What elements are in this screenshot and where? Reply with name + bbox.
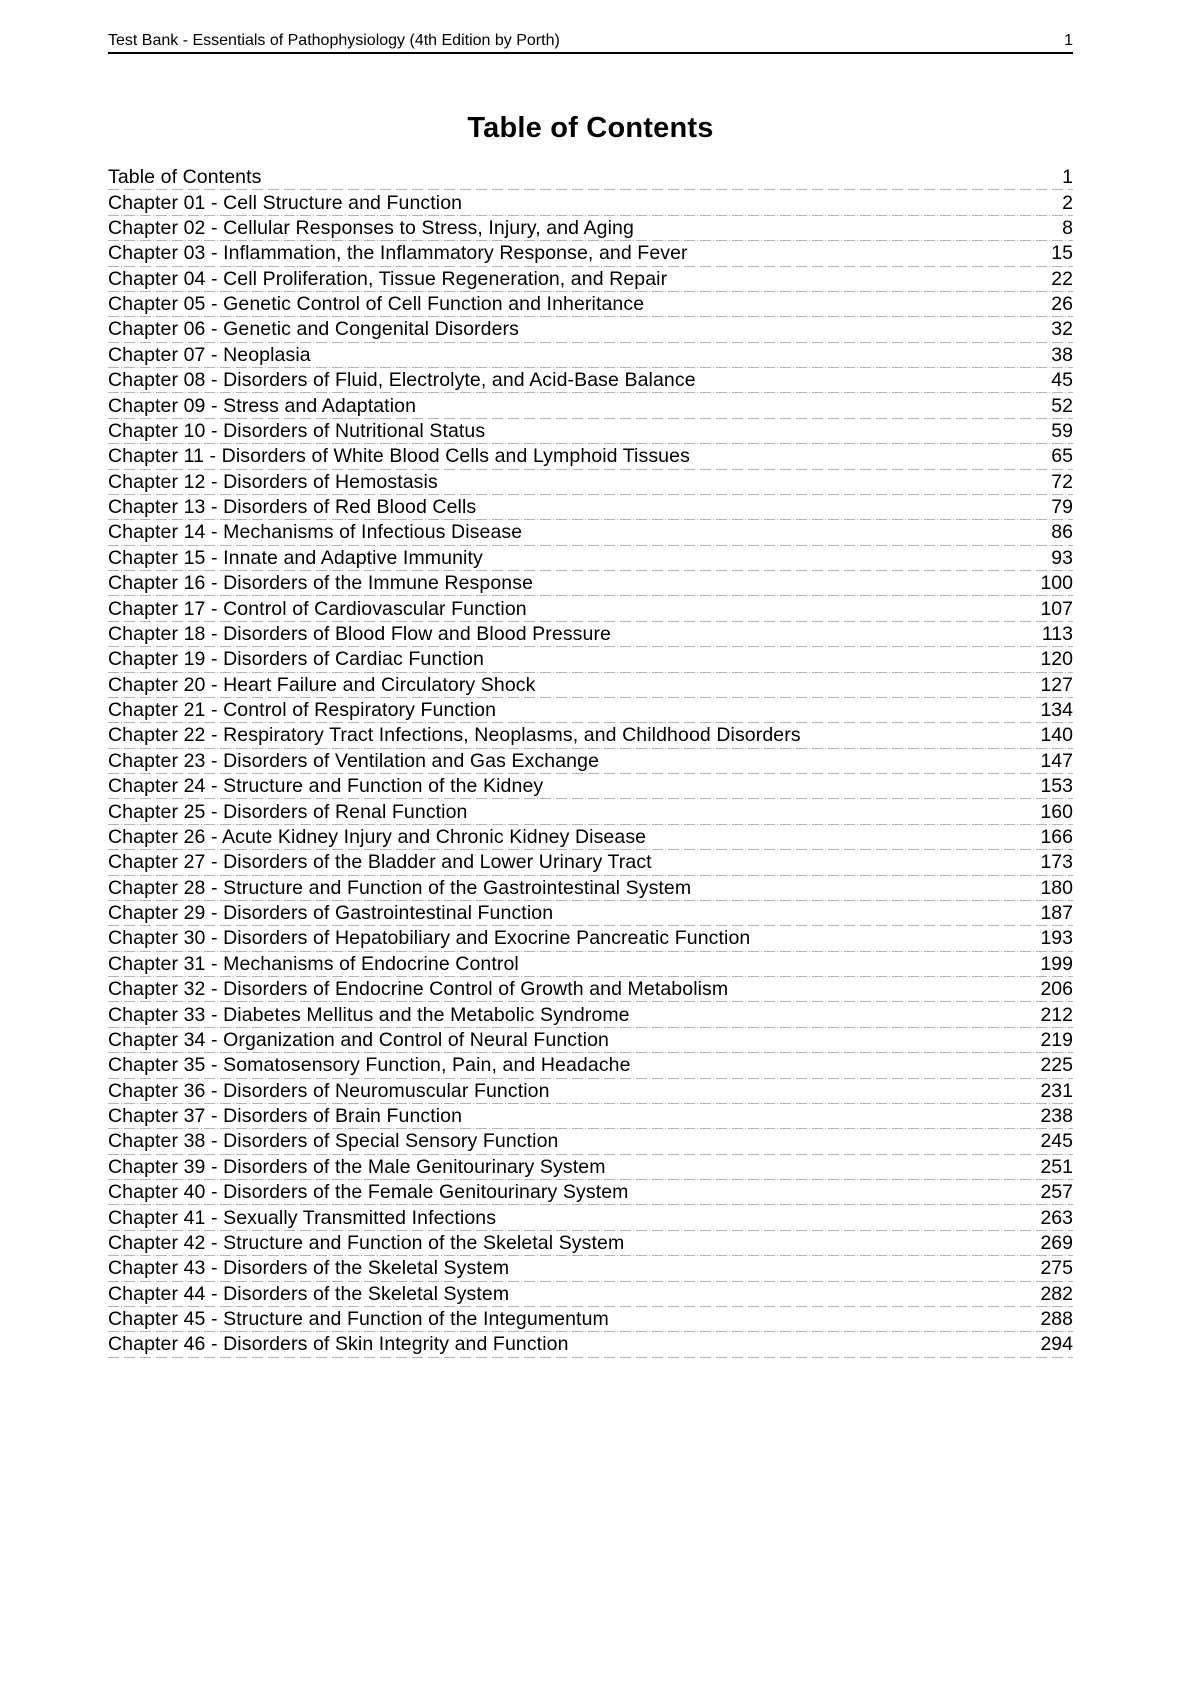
- page-header: [108, 0, 1073, 54]
- toc-entry-page: 257: [1040, 1181, 1073, 1204]
- toc-row: [108, 1053, 1073, 1078]
- toc-entry-page: 231: [1040, 1079, 1073, 1102]
- toc-entry-page: 269: [1040, 1231, 1073, 1254]
- toc-entry-page: 15: [1051, 242, 1073, 265]
- toc-row: [108, 393, 1073, 418]
- toc-row: [108, 1332, 1073, 1357]
- toc-row: [108, 368, 1073, 393]
- toc-entry-page: 45: [1051, 369, 1073, 392]
- toc-entry-page: 22: [1051, 267, 1073, 290]
- toc-entry-label: Chapter 14 - Mechanisms of Infectious Disease: [108, 521, 523, 544]
- toc-entry-label: Chapter 18 - Disorders of Blood Flow and Blood Pressure: [108, 622, 611, 645]
- toc-entry-page: 72: [1051, 470, 1073, 493]
- toc-row: [108, 876, 1073, 901]
- toc-row: [108, 292, 1073, 317]
- toc-entry-label: Chapter 02 - Cellular Responses to Stress, Injury, and Aging: [108, 216, 634, 239]
- toc-row: [108, 977, 1073, 1002]
- toc-entry-page: 199: [1040, 952, 1073, 975]
- table-of-contents: [108, 165, 1073, 1358]
- toc-row: [108, 799, 1073, 824]
- toc-entry-label: Chapter 10 - Disorders of Nutritional Status: [108, 419, 486, 442]
- toc-entry-page: 107: [1040, 597, 1073, 620]
- toc-entry-label: Chapter 25 - Disorders of Renal Function: [108, 800, 468, 823]
- toc-entry-page: 245: [1040, 1130, 1073, 1153]
- toc-row: [108, 216, 1073, 241]
- page-title: Table of Contents: [467, 112, 714, 144]
- toc-entry-label: Chapter 42 - Structure and Function of the Skeletal System: [108, 1231, 625, 1254]
- toc-entry-page: 212: [1040, 1003, 1073, 1026]
- toc-entry-page: 59: [1051, 419, 1073, 442]
- toc-entry-label: Chapter 31 - Mechanisms of Endocrine Control: [108, 952, 519, 975]
- toc-row: [108, 444, 1073, 469]
- toc-entry-label: Table of Contents: [108, 166, 262, 189]
- toc-row: [108, 1180, 1073, 1205]
- toc-entry-label: Chapter 43 - Disorders of the Skeletal System: [108, 1257, 510, 1280]
- toc-row: [108, 850, 1073, 875]
- toc-entry-label: Chapter 16 - Disorders of the Immune Response: [108, 572, 534, 595]
- toc-entry-label: Chapter 23 - Disorders of Ventilation and Gas Exchange: [108, 749, 600, 772]
- toc-entry-label: Chapter 33 - Diabetes Mellitus and the Metabolic Syndrome: [108, 1003, 630, 1026]
- toc-row: [108, 267, 1073, 292]
- toc-entry-label: Chapter 01 - Cell Structure and Function: [108, 191, 463, 214]
- toc-entry-label: Chapter 40 - Disorders of the Female Genitourinary System: [108, 1181, 629, 1204]
- toc-entry-page: 1: [1062, 166, 1073, 189]
- toc-entry-page: 294: [1040, 1333, 1073, 1356]
- toc-row: [108, 1282, 1073, 1307]
- toc-entry-page: 193: [1040, 927, 1073, 950]
- toc-entry-label: Chapter 13 - Disorders of Red Blood Cells: [108, 496, 477, 519]
- toc-entry-label: Chapter 22 - Respiratory Tract Infections, Neoplasms, and Childhood Disorders: [108, 724, 801, 747]
- toc-entry-page: 173: [1040, 851, 1073, 874]
- toc-row: [108, 190, 1073, 215]
- toc-entry-label: Chapter 15 - Innate and Adaptive Immunity: [108, 546, 483, 569]
- toc-row: [108, 749, 1073, 774]
- toc-row: [108, 952, 1073, 977]
- toc-entry-page: 134: [1040, 699, 1073, 722]
- toc-entry-label: Chapter 34 - Organization and Control of Neural Function: [108, 1028, 609, 1051]
- toc-entry-page: 86: [1051, 521, 1073, 544]
- toc-entry-label: Chapter 38 - Disorders of Special Sensory Function: [108, 1130, 559, 1153]
- toc-entry-page: 238: [1040, 1105, 1073, 1128]
- toc-entry-label: Chapter 24 - Structure and Function of the Kidney: [108, 775, 544, 798]
- toc-row: [108, 673, 1073, 698]
- toc-row: [108, 622, 1073, 647]
- toc-row: [108, 1079, 1073, 1104]
- toc-entry-page: 100: [1040, 572, 1073, 595]
- toc-row: [108, 470, 1073, 495]
- toc-entry-page: 219: [1040, 1028, 1073, 1051]
- toc-row: [108, 343, 1073, 368]
- toc-entry-page: 282: [1040, 1282, 1073, 1305]
- toc-entry-page: 32: [1051, 318, 1073, 341]
- toc-row: [108, 1205, 1073, 1230]
- toc-entry-page: 275: [1040, 1257, 1073, 1280]
- toc-entry-page: 251: [1040, 1155, 1073, 1178]
- toc-entry-page: 206: [1040, 978, 1073, 1001]
- toc-row: [108, 571, 1073, 596]
- toc-entry-label: Chapter 03 - Inflammation, the Inflammatory Response, and Fever: [108, 242, 688, 265]
- toc-entry-page: 225: [1040, 1054, 1073, 1077]
- page-content: [108, 0, 1073, 1358]
- toc-row: [108, 1231, 1073, 1256]
- toc-entry-page: 187: [1040, 902, 1073, 925]
- toc-entry-label: Chapter 41 - Sexually Transmitted Infections: [108, 1206, 497, 1229]
- toc-entry-label: Chapter 28 - Structure and Function of the Gastrointestinal System: [108, 876, 692, 899]
- toc-entry-label: Chapter 08 - Disorders of Fluid, Electrolyte, and Acid-Base Balance: [108, 369, 696, 392]
- toc-row: [108, 647, 1073, 672]
- toc-entry-page: 120: [1040, 648, 1073, 671]
- toc-row: [108, 241, 1073, 266]
- toc-row: [108, 495, 1073, 520]
- toc-entry-label: Chapter 21 - Control of Respiratory Function: [108, 699, 497, 722]
- toc-row: [108, 1129, 1073, 1154]
- toc-entry-page: 93: [1051, 546, 1073, 569]
- toc-entry-page: 166: [1040, 825, 1073, 848]
- toc-entry-label: Chapter 39 - Disorders of the Male Genitourinary System: [108, 1155, 606, 1178]
- toc-entry-page: 263: [1040, 1206, 1073, 1229]
- toc-entry-page: 65: [1051, 445, 1073, 468]
- header-title: Test Bank - Essentials of Pathophysiology (4th Edition by Porth): [108, 32, 560, 49]
- toc-entry-label: Chapter 20 - Heart Failure and Circulatory Shock: [108, 673, 536, 696]
- toc-row: [108, 520, 1073, 545]
- toc-entry-label: Chapter 04 - Cell Proliferation, Tissue Regeneration, and Repair: [108, 267, 668, 290]
- toc-row: [108, 165, 1073, 190]
- toc-row: [108, 1307, 1073, 1332]
- toc-entry-page: 26: [1051, 293, 1073, 316]
- toc-row: [108, 1028, 1073, 1053]
- toc-entry-label: Chapter 11 - Disorders of White Blood Cells and Lymphoid Tissues: [108, 445, 690, 468]
- toc-row: [108, 723, 1073, 748]
- toc-entry-label: Chapter 26 - Acute Kidney Injury and Chronic Kidney Disease: [108, 825, 647, 848]
- toc-entry-page: 140: [1040, 724, 1073, 747]
- toc-entry-label: Chapter 30 - Disorders of Hepatobiliary and Exocrine Pancreatic Function: [108, 927, 751, 950]
- toc-entry-page: 147: [1040, 749, 1073, 772]
- toc-entry-page: 113: [1041, 622, 1073, 645]
- header-page-number: 1: [1064, 32, 1073, 49]
- toc-entry-label: Chapter 35 - Somatosensory Function, Pain, and Headache: [108, 1054, 631, 1077]
- toc-entry-label: Chapter 46 - Disorders of Skin Integrity and Function: [108, 1333, 569, 1356]
- toc-entry-label: Chapter 12 - Disorders of Hemostasis: [108, 470, 438, 493]
- toc-entry-page: 160: [1040, 800, 1073, 823]
- toc-entry-page: 180: [1040, 876, 1073, 899]
- toc-entry-label: Chapter 19 - Disorders of Cardiac Function: [108, 648, 484, 671]
- toc-entry-page: 153: [1040, 775, 1073, 798]
- toc-row: [108, 546, 1073, 571]
- toc-entry-label: Chapter 06 - Genetic and Congenital Disorders: [108, 318, 519, 341]
- toc-entry-page: 38: [1051, 343, 1073, 366]
- toc-entry-label: Chapter 45 - Structure and Function of the Integumentum: [108, 1308, 609, 1331]
- toc-entry-label: Chapter 07 - Neoplasia: [108, 343, 311, 366]
- toc-entry-page: 2: [1062, 191, 1073, 214]
- toc-row: [108, 1256, 1073, 1281]
- toc-entry-page: 79: [1051, 496, 1073, 519]
- toc-row: [108, 1104, 1073, 1129]
- toc-row: [108, 698, 1073, 723]
- toc-entry-label: Chapter 29 - Disorders of Gastrointestinal Function: [108, 902, 554, 925]
- toc-entry-page: 127: [1040, 673, 1073, 696]
- toc-entry-label: Chapter 37 - Disorders of Brain Function: [108, 1105, 463, 1128]
- toc-entry-label: Chapter 05 - Genetic Control of Cell Function and Inheritance: [108, 293, 645, 316]
- toc-entry-page: 52: [1051, 394, 1073, 417]
- toc-row: [108, 825, 1073, 850]
- toc-entry-label: Chapter 44 - Disorders of the Skeletal System: [108, 1282, 510, 1305]
- toc-row: [108, 317, 1073, 342]
- toc-row: [108, 774, 1073, 799]
- toc-entry-label: Chapter 09 - Stress and Adaptation: [108, 394, 417, 417]
- toc-entry-label: Chapter 36 - Disorders of Neuromuscular Function: [108, 1079, 550, 1102]
- toc-row: [108, 1002, 1073, 1027]
- row-divider: [108, 1357, 1073, 1358]
- toc-entry-label: Chapter 27 - Disorders of the Bladder and Lower Urinary Tract: [108, 851, 652, 874]
- toc-row: [108, 419, 1073, 444]
- toc-row: [108, 926, 1073, 951]
- toc-row: [108, 901, 1073, 926]
- toc-entry-page: 288: [1040, 1308, 1073, 1331]
- toc-entry-page: 8: [1062, 216, 1073, 239]
- toc-entry-label: Chapter 17 - Control of Cardiovascular Function: [108, 597, 527, 620]
- toc-entry-label: Chapter 32 - Disorders of Endocrine Control of Growth and Metabolism: [108, 978, 729, 1001]
- toc-row: [108, 1155, 1073, 1180]
- toc-row: [108, 596, 1073, 621]
